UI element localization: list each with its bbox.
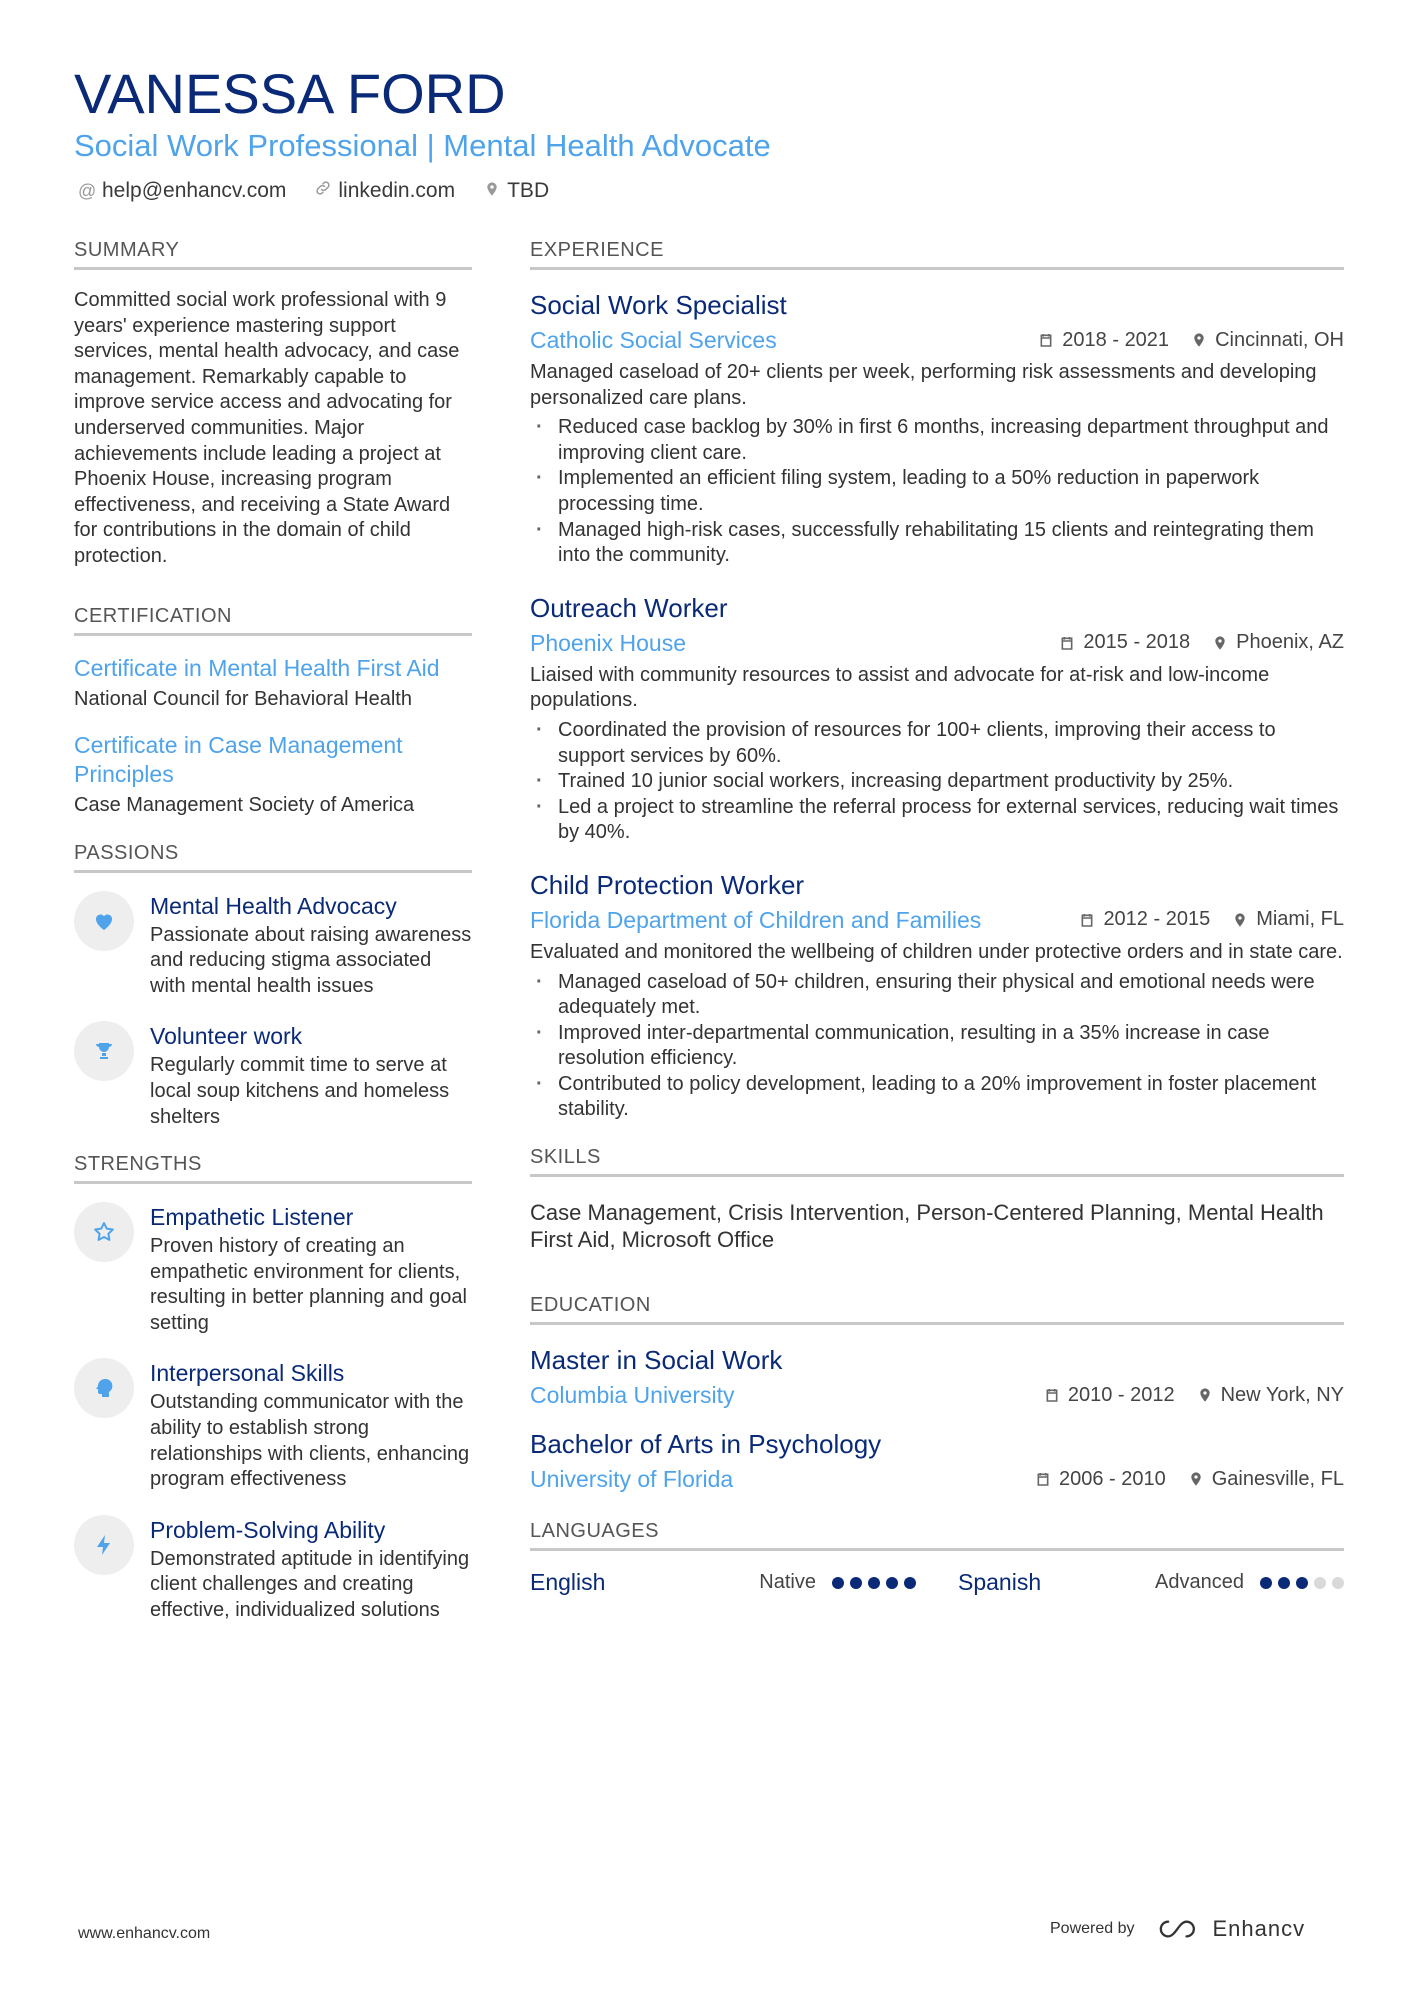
trophy-icon — [74, 1021, 134, 1081]
footer-website[interactable]: www.enhancv.com — [78, 1925, 211, 1942]
strength-item — [74, 1515, 472, 1624]
education-entry — [530, 1427, 1344, 1495]
job-bullet: · Managed high-risk cases, successfully rehabilitating 15 clients and reintegrating them into the community. — [530, 518, 1344, 569]
edu-dates: 2010 - 2012 — [1067, 1383, 1175, 1406]
rating-dot-filled — [886, 1577, 898, 1589]
summary-section — [74, 238, 472, 570]
job-bullet: · Coordinated the provision of resources for 100+ clients, improving their access to support services by 60%. — [530, 718, 1344, 769]
cert-org: Case Management Society of America — [74, 793, 415, 816]
job-bullet: · Contributed to policy development, leading to a 20% improvement in foster placement stability. — [530, 1072, 1344, 1123]
language-rating — [1260, 1577, 1344, 1589]
edu-dates: 2006 - 2010 — [1058, 1467, 1166, 1490]
job-title: Social Work Specialist — [530, 290, 787, 320]
strength-title: Interpersonal Skills — [150, 1360, 345, 1387]
cert-title: Certificate in Mental Health First Aid — [74, 654, 440, 681]
language-item — [958, 1569, 1344, 1596]
location-icon — [1188, 1471, 1204, 1487]
experience-section — [530, 238, 1344, 1123]
rating-dot-filled — [1260, 1577, 1272, 1589]
job-dates: 2018 - 2021 — [1062, 328, 1170, 351]
strength-title: Problem-Solving Ability — [150, 1516, 386, 1543]
contact-linkedin[interactable] — [314, 176, 455, 206]
location-icon — [483, 176, 501, 206]
job-location: Phoenix, AZ — [1236, 631, 1344, 654]
job-entry — [530, 288, 1344, 569]
summary-text: Committed social work professional with 9 years' experience mastering support services, mental health advocacy, and case management. Remarkably capable to improve service access and advocating for underserved communities. Major achievements include leading a project at Phoenix House, increasing program effectiveness, and receiving a State Award for contributions in the domain of child protection. — [74, 289, 460, 567]
at-icon: @ — [78, 181, 97, 201]
bolt-icon — [74, 1515, 134, 1575]
strength-desc: Outstanding communicator with the ability to establish strong relationships with clients, enhancing program effectiveness — [150, 1391, 470, 1491]
languages-row — [530, 1569, 1344, 1596]
contact-bar — [78, 176, 549, 206]
edu-location: Gainesville, FL — [1211, 1467, 1344, 1490]
job-bullets — [530, 970, 1344, 1124]
job-bullets — [530, 415, 1344, 569]
passions-heading: PASSIONS — [74, 841, 472, 873]
job-title: Child Protection Worker — [530, 869, 805, 900]
enhancv-logo-icon — [1159, 1918, 1203, 1940]
calendar-icon — [1044, 1387, 1060, 1403]
summary-heading: SUMMARY — [74, 238, 472, 270]
calendar-icon — [1035, 1471, 1051, 1487]
job-bullets — [530, 718, 1344, 846]
enhancv-logo[interactable] — [1159, 1916, 1306, 1942]
rating-dot-filled — [1278, 1577, 1290, 1589]
cert-title: Certificate in Case Management Principles — [74, 731, 403, 787]
job-description: Liaised with community resources to assist and advocate for at-risk and low-income populations. — [530, 663, 1270, 712]
strength-desc: Proven history of creating an empathetic environment for clients, resulting in better planning and goal setting — [150, 1235, 467, 1334]
school-name: University of Florida — [530, 1466, 734, 1493]
head-icon — [74, 1358, 134, 1418]
certification-heading: CERTIFICATION — [74, 604, 472, 636]
contact-email[interactable] — [78, 176, 286, 206]
candidate-name: VANESSA FORD — [74, 62, 506, 125]
rating-dot-filled — [1296, 1577, 1308, 1589]
skills-heading: SKILLS — [530, 1145, 1344, 1177]
passion-desc: Passionate about raising awareness and reducing stigma associated with mental health issues — [150, 923, 472, 997]
job-entry — [530, 591, 1344, 846]
passion-title: Volunteer work — [150, 1023, 303, 1050]
location-icon — [1197, 1387, 1213, 1403]
strength-item — [74, 1202, 472, 1336]
job-location: Miami, FL — [1256, 908, 1344, 931]
degree-title: Bachelor of Arts in Psychology — [530, 1429, 882, 1460]
job-company: Catholic Social Services — [530, 327, 777, 353]
cert-org: National Council for Behavioral Health — [74, 687, 412, 710]
heart-icon — [74, 891, 134, 951]
degree-title: Master in Social Work — [530, 1345, 783, 1376]
strength-item — [74, 1358, 472, 1492]
language-level: Native — [759, 1571, 816, 1594]
rating-dot-empty — [1332, 1577, 1344, 1589]
job-description: Managed caseload of 20+ clients per week, performing risk assessments and developing personalized care plans. — [530, 361, 1317, 409]
location-icon — [1212, 635, 1228, 651]
calendar-icon — [1079, 912, 1095, 928]
contact-email-text: help@enhancv.com — [102, 179, 287, 202]
language-rating — [832, 1577, 916, 1589]
job-dates: 2012 - 2015 — [1103, 908, 1211, 931]
job-title: Outreach Worker — [530, 592, 728, 623]
calendar-icon — [1038, 332, 1054, 348]
job-bullet: · Trained 10 junior social workers, increasing department productivity by 25%. — [530, 769, 1344, 795]
job-bullet: · Improved inter-departmental communication, resulting in a 35% increase in case resolution efficiency. — [530, 1021, 1344, 1072]
strengths-section — [74, 1152, 472, 1624]
language-level: Advanced — [1155, 1571, 1244, 1594]
left-column — [74, 238, 472, 1646]
star-icon — [74, 1202, 134, 1262]
job-bullet: · Implemented an efficient filing system, leading to a 50% reduction in paperwork processing time. — [530, 466, 1344, 517]
powered-by-label: Powered by — [1050, 1920, 1135, 1937]
rating-dot-filled — [904, 1577, 916, 1589]
cert-item — [74, 731, 472, 819]
language-item — [530, 1569, 916, 1596]
contact-location-text: TBD — [507, 179, 550, 202]
job-company: Florida Department of Children and Families — [530, 906, 982, 933]
skills-section — [530, 1145, 1344, 1253]
passion-item — [74, 891, 472, 1000]
strength-title: Empathetic Listener — [150, 1204, 354, 1231]
education-heading: EDUCATION — [530, 1293, 1344, 1325]
rating-dot-filled — [868, 1577, 880, 1589]
certification-section — [74, 604, 472, 819]
job-location: Cincinnati, OH — [1215, 328, 1344, 351]
education-entry — [530, 1343, 1344, 1411]
strengths-heading: STRENGTHS — [74, 1152, 472, 1184]
languages-section — [530, 1519, 1344, 1596]
location-icon — [1191, 332, 1207, 348]
experience-heading: EXPERIENCE — [530, 238, 1344, 270]
skills-text: Case Management, Crisis Intervention, Person-Centered Planning, Mental Health First Aid, Microsoft Office — [530, 1200, 1324, 1253]
calendar-icon — [1059, 635, 1075, 651]
job-entry — [530, 868, 1344, 1123]
job-bullet: · Reduced case backlog by 30% in first 6 months, increasing department throughput and improving client care. — [530, 415, 1344, 466]
rating-dot-filled — [850, 1577, 862, 1589]
rating-dot-filled — [832, 1577, 844, 1589]
edu-location: New York, NY — [1220, 1383, 1344, 1406]
brand-name: Enhancv — [1212, 1916, 1306, 1941]
candidate-subtitle: Social Work Professional | Mental Health Advocate — [74, 128, 771, 163]
languages-heading: LANGUAGES — [530, 1519, 1344, 1551]
language-name: Spanish — [958, 1569, 1042, 1596]
job-dates: 2015 - 2018 — [1083, 631, 1191, 654]
contact-linkedin-text: linkedin.com — [338, 179, 456, 202]
job-bullet: · Managed caseload of 50+ children, ensuring their physical and emotional needs were adequately met. — [530, 970, 1344, 1021]
school-name: Columbia University — [530, 1382, 735, 1409]
cert-item — [74, 654, 472, 713]
location-icon — [1232, 912, 1248, 928]
passion-title: Mental Health Advocacy — [150, 892, 397, 919]
right-column — [530, 238, 1344, 1596]
language-name: English — [530, 1569, 606, 1596]
link-icon — [314, 176, 332, 206]
job-bullet: · Led a project to streamline the referral process for external services, reducing wait times by 40%. — [530, 795, 1344, 846]
passion-item — [74, 1021, 472, 1130]
passions-section — [74, 841, 472, 1131]
contact-location — [483, 176, 549, 206]
job-company: Phoenix House — [530, 629, 686, 656]
education-section — [530, 1293, 1344, 1495]
strength-desc: Demonstrated aptitude in identifying client challenges and creating effective, individualized solutions — [150, 1547, 470, 1622]
job-description: Evaluated and monitored the wellbeing of children under protective orders and in state care. — [530, 940, 1343, 963]
footer-branding — [1050, 1916, 1305, 1942]
passion-desc: Regularly commit time to serve at local soup kitchens and homeless shelters — [150, 1054, 450, 1128]
rating-dot-empty — [1314, 1577, 1326, 1589]
